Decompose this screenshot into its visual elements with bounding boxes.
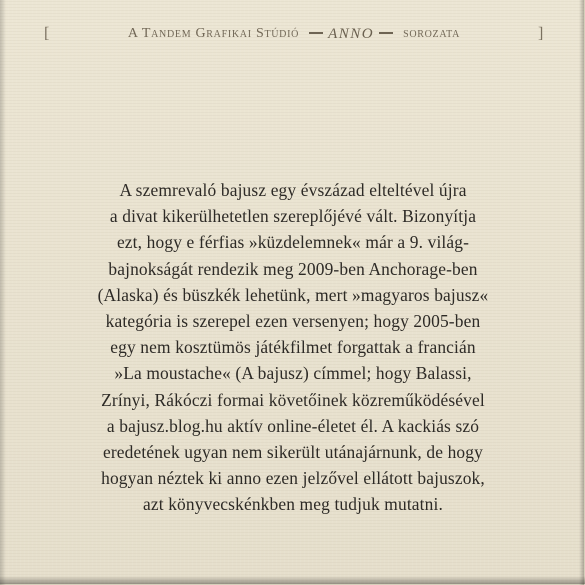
series-title [128, 26, 460, 43]
series-open-bracket: [ [44, 25, 51, 42]
body-paragraph [56, 177, 530, 518]
series-anno-group [309, 26, 393, 43]
series-suffix: sorozata [403, 26, 461, 41]
body-line: egy nem kosztümös játékfilmet forgattak a francián [110, 337, 476, 358]
series-close-bracket: ] [537, 25, 544, 42]
body-line: ezt, hogy e férfias »küzdelemnek« már a 9. világ- [116, 232, 470, 253]
body-line: hogyan néztek ki anno ezen jelzővel ellátott bajuszok, [101, 468, 485, 489]
series-anno: ANNO [328, 25, 375, 42]
right-shadow-edge [579, 0, 584, 585]
body-line: eredetének ugyan nem sikerült utánajárnunk, de hogy [103, 442, 483, 463]
body-line: bajnokságát rendezik meg 2009-ben Anchorage-ben [108, 258, 478, 279]
series-header [44, 25, 544, 43]
left-shadow-edge [0, 0, 6, 585]
body-line: azt könyvecskénkben meg tudjuk mutatni. [143, 494, 443, 515]
anno-left-dash [309, 32, 323, 34]
body-line: »La moustache« (A bajusz) címmel; hogy Balassi, [114, 363, 472, 384]
bottom-shadow-edge [0, 576, 585, 584]
body-line: Zrínyi, Rákóczi formai követőinek közreműködésével [101, 389, 485, 410]
anno-right-dash [379, 32, 393, 34]
body-line: (Alaska) és büszkék lehetünk, mert »magyaros bajusz« [97, 284, 489, 305]
body-line: a divat kikerülhetetlen szereplőjévé vált. Bizonyítja [109, 206, 477, 227]
body-line: kategória is szerepel ezen versenyen; hogy 2005-ben [105, 311, 481, 332]
body-line: A szemrevaló bajusz egy évszázad elteltével újra [119, 180, 467, 200]
series-publisher: A Tandem Grafikai Stúdió [127, 26, 300, 41]
body-line: a bajusz.blog.hu aktív online-életet él. A kackiás szó [106, 415, 480, 436]
